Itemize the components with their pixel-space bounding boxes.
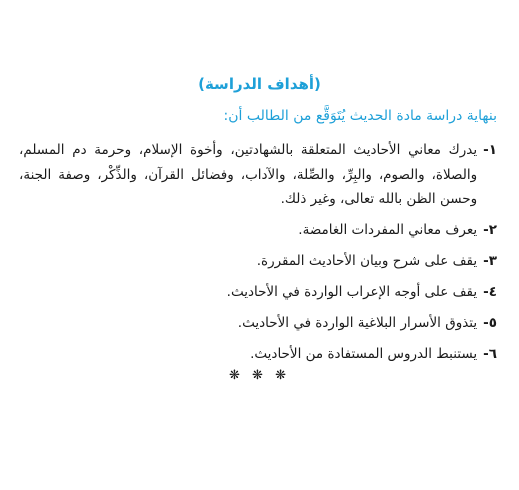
objective-item <box>19 138 497 212</box>
objective-number: ٢- <box>483 221 497 238</box>
section-separator: ❋ ❋ ❋ <box>229 368 290 383</box>
objective-text: يعرف معاني المفردات الغامضة. <box>298 221 478 238</box>
objectives-list <box>19 138 497 373</box>
objective-number: ٤- <box>483 283 497 300</box>
objective-number: ١- <box>483 142 497 158</box>
objective-item <box>19 342 497 367</box>
objective-number: ٦- <box>483 345 497 362</box>
section-title: (أهداف الدراسة) <box>198 75 321 93</box>
objective-text: يتذوق الأسرار البلاغية الواردة في الأحاديث. <box>237 314 478 331</box>
objective-text: يستنبط الدروس المستفادة من الأحاديث. <box>250 345 478 362</box>
objective-item <box>19 311 497 336</box>
objective-number: ٣- <box>483 252 497 269</box>
objective-text: يقف على شرح وبيان الأحاديث المقررة. <box>256 252 478 269</box>
objective-item <box>19 249 497 274</box>
objective-number: ٥- <box>483 314 497 331</box>
objective-item <box>19 280 497 305</box>
objective-item <box>19 218 497 243</box>
section-intro: بنهاية دراسة مادة الحديث يُتَوَقَّع من الطالب أن: <box>223 108 497 124</box>
objective-text: يقف على أوجه الإعراب الواردة في الأحاديث. <box>226 283 478 300</box>
objective-text: يدرك معاني الأحاديث المتعلقة بالشهادتين، وأخوة الإسلام، وحرمة دم المسلم، والصلاة، والصوم، والبِرِّ، والصِّلة، والآداب، وفضائل القرآن، والذِّكْر، وصفة الجنة، وحسن الظن بالله تعالى، وغير ذلك. <box>19 142 478 207</box>
